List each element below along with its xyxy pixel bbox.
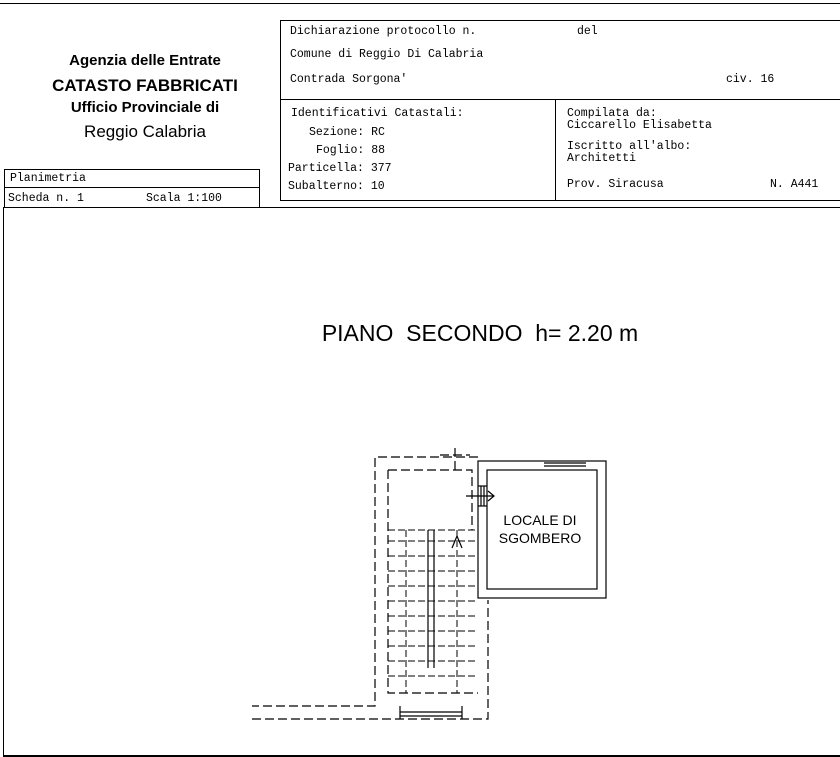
provincia: Prov. Siracusa: [567, 178, 664, 191]
subalterno: Subalterno: 10: [288, 180, 385, 193]
albo: Architetti: [567, 152, 637, 165]
particella: Particella: 377: [288, 162, 392, 175]
albo-label: Iscritto all'albo:: [567, 140, 692, 153]
ufficio-label: Ufficio Provinciale di: [70, 99, 220, 116]
bottom-window: [400, 706, 462, 719]
catasto-title: CATASTO FABBRICATI: [52, 76, 238, 95]
compilata-label: Compilata da:: [567, 107, 657, 120]
del-label: del: [577, 25, 598, 38]
room-label-line2: SGOMBERO: [498, 530, 582, 546]
scheda-number: Scheda n. 1: [8, 192, 84, 205]
compilatore-nome: Ciccarello Elisabetta: [567, 119, 712, 132]
stair-treads: [388, 530, 475, 693]
agency-name: Agenzia delle Entrate: [69, 52, 221, 69]
indirizzo: Contrada Sorgona': [290, 73, 408, 86]
ufficio-city: Reggio Calabria: [84, 122, 206, 141]
floor-title: PIANO SECONDO h= 2.20 m: [321, 320, 639, 346]
sezione: Sezione: RC: [309, 126, 385, 139]
planimetria-label: Planimetria: [10, 172, 86, 185]
room-label-line1: LOCALE DI: [503, 512, 577, 528]
scala: Scala 1:100: [146, 192, 222, 205]
protocollo-label: Dichiarazione protocollo n.: [290, 25, 477, 38]
foglio: Foglio: 88: [316, 144, 386, 157]
identificativi-title: Identificativi Catastali:: [291, 107, 464, 120]
numero-albo: N. A441: [770, 178, 819, 191]
comune: Comune di Reggio Di Calabria: [290, 48, 484, 61]
civico: civ. 16: [726, 73, 775, 86]
